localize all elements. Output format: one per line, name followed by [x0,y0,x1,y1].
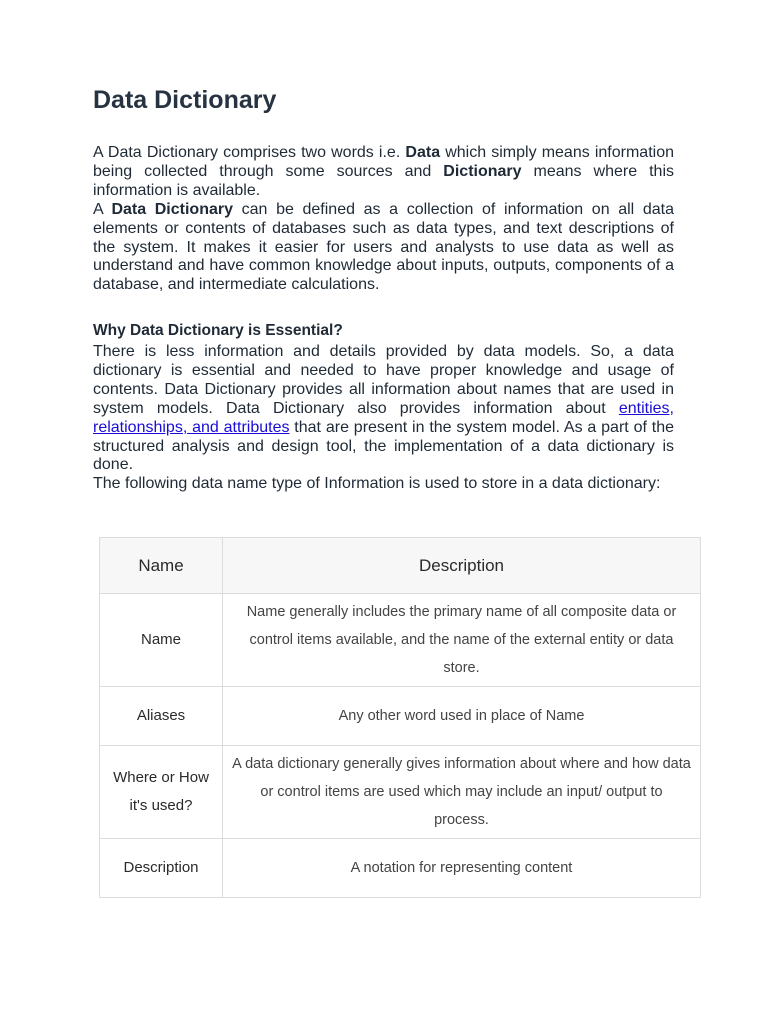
intro-p1-text-2: which simply means information being collected through some sources and [93,144,674,180]
table-cell-name: Description [100,839,223,898]
intro-p1-text-1: A Data Dictionary comprises two words i.e. [93,144,406,161]
intro-p2-text-2: can be defined as a collection of information on all data elements or contents of databases such as data types, and text descriptions of the system. It makes it easier for users and analysts to use data as well as understand and have common knowledge about inputs, outputs, components of a database, and intermediate calculations. [93,200,675,294]
table-row [100,594,701,687]
section-block [93,343,674,494]
table-cell-description: A data dictionary generally gives information about where and how data or control items are used which may include an input/ output to process. [223,746,701,839]
entities-relationships-attributes-link[interactable]: entities, relationships, and attributes [93,399,674,436]
intro-block [93,144,674,295]
table-cell-name: Aliases [100,687,223,746]
intro-paragraph-2 [93,201,674,296]
table-row [100,839,701,898]
page-title: Data Dictionary [93,86,277,114]
intro-p2-text-1: A [93,200,112,218]
table-cell-name: Name [100,594,223,687]
table-cell-description: A notation for representing content [223,839,701,898]
section-p1-text-1: There is less information and details provided by data models. So, a data dictionary is essential and needed to have proper knowledge and usage of contents. Data Dictionary provides all information about names that are used in system models. Data Dictionary also provides information about [93,343,674,417]
intro-paragraph-1 [93,144,674,201]
intro-p1-text-3: means where this information is available. [93,162,674,199]
data-dictionary-table [99,537,701,898]
table-header-name: Name [100,538,223,594]
intro-p1-bold-data: Data [405,144,441,161]
section-paragraph-1 [93,343,674,475]
table-header-description: Description [223,538,701,594]
intro-p1-bold-dictionary: Dictionary [443,162,522,180]
table-cell-description: Name generally includes the primary name of all composite data or control items available, and the name of the external entity or data store. [223,594,701,687]
intro-p2-bold-data-dictionary: Data Dictionary [111,200,233,218]
section-paragraph-2: The following data name type of Information is used to store in a data dictionary: [93,475,661,493]
table-header-row [100,538,701,594]
section-heading: Why Data Dictionary is Essential? [93,322,343,339]
section-p1-text-2: that are present in the system model. As a part of the structured analysis and design tool, the implementation of a data dictionary is done. [93,418,674,474]
table-row [100,746,701,839]
table-cell-name: Where or How it's used? [100,746,223,839]
table-cell-description: Any other word used in place of Name [223,687,701,746]
table-row [100,687,701,746]
